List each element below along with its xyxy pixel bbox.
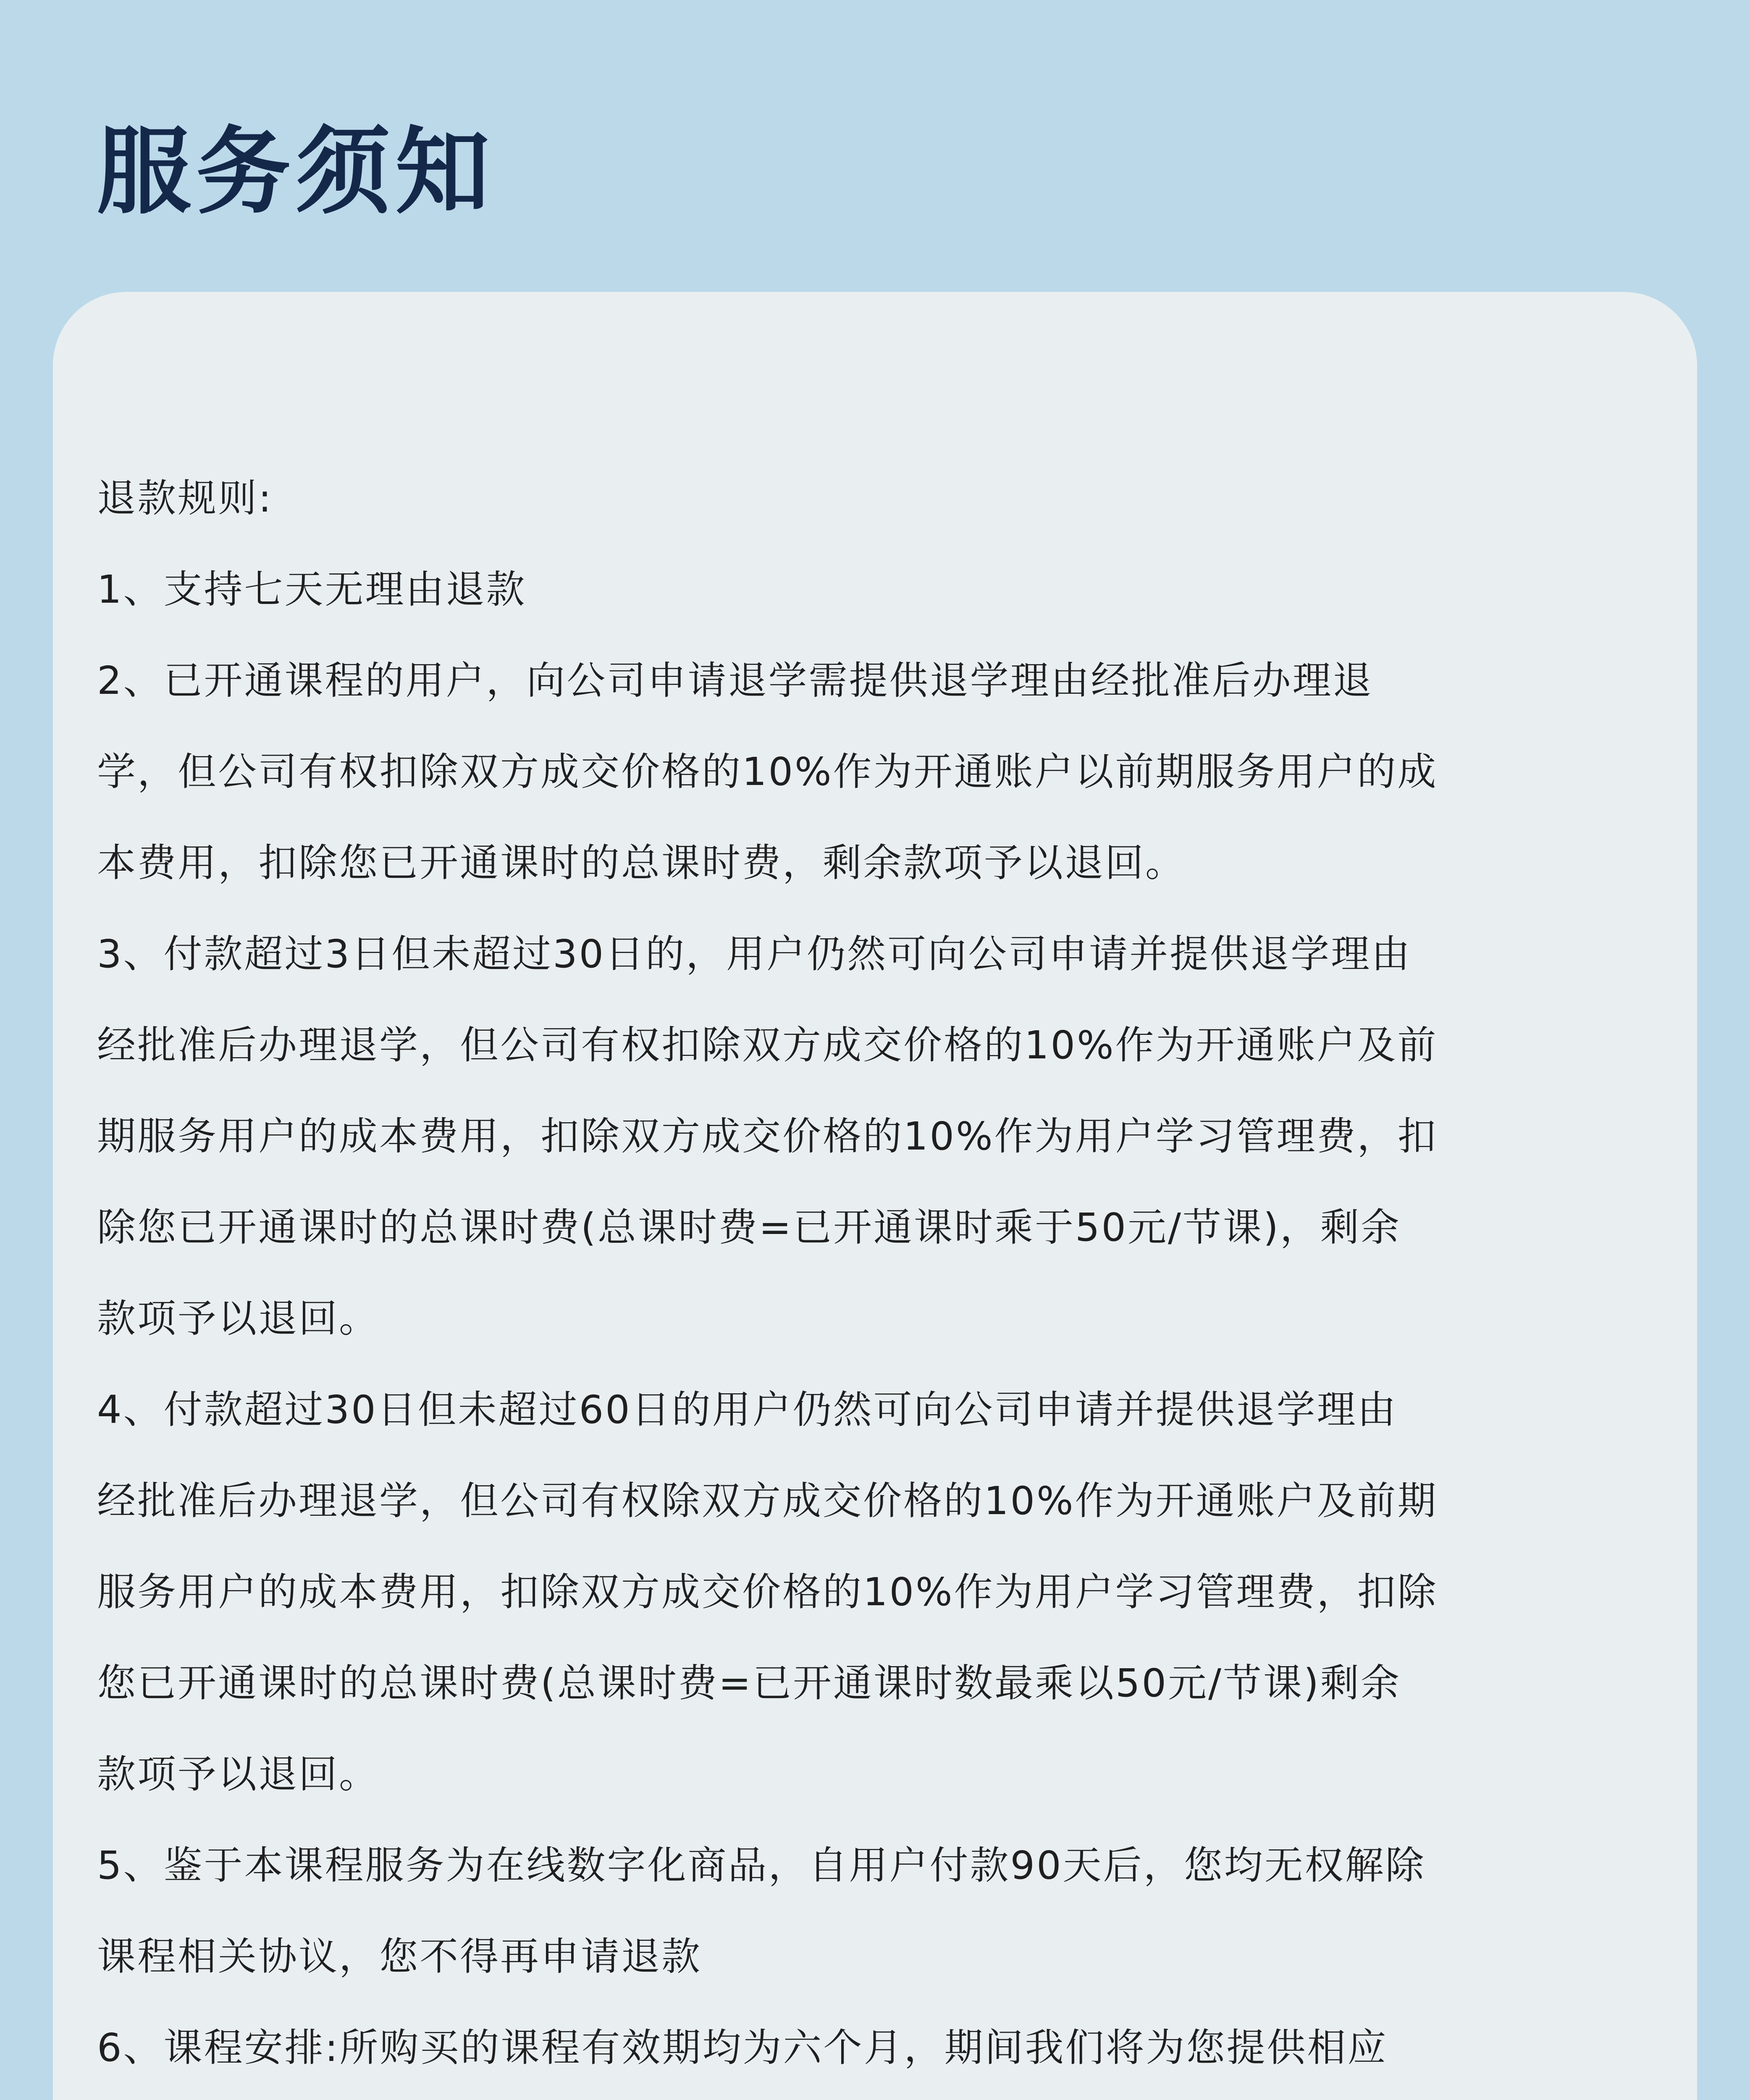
rule-line: 服务用户的成本费用，扣除双方成交价格的10%作为用户学习管理费，扣除	[97, 1570, 1438, 1614]
rule-line: 3、付款超过3日但未超过30日的，用户仍然可向公司申请并提供退学理由	[97, 932, 1412, 976]
rule-line: 1、支持七天无理由退款	[97, 567, 527, 612]
rule-line: 学，但公司有权扣除双方成交价格的10%作为开通账户以前期服务用户的成	[97, 749, 1438, 794]
rule-line: 5、鉴于本课程服务为在线数字化商品，自用户付款90天后，您均无权解除	[97, 1843, 1426, 1888]
rule-line: 本费用，扣除您已开通课时的总课时费，剩余款项予以退回。	[97, 840, 1186, 885]
rule-line: 经批准后办理退学，但公司有权除双方成交价格的10%作为开通账户及前期	[97, 1478, 1438, 1523]
page-title: 服务须知	[97, 117, 495, 227]
refund-rules-heading: 退款规则:	[97, 476, 273, 521]
rule-line: 款项予以退回。	[97, 1296, 380, 1341]
rule-line: 课程相关协议，您不得再申请退款	[97, 1934, 702, 1979]
rule-line: 6、课程安排:所购买的课程有效期均为六个月，期间我们将为您提供相应	[97, 2025, 1388, 2070]
rule-line: 期服务用户的成本费用，扣除双方成交价格的10%作为用户学习管理费，扣	[97, 1114, 1438, 1159]
rule-line: 您已开通课时的总课时费(总课时费=已开通课时数最乘以50元/节课)剩余	[97, 1661, 1401, 1706]
rule-line	[97, 2093, 1617, 2100]
rule-line: 款项予以退回。	[97, 1752, 380, 1797]
rule-line: 2、已开通课程的用户，向公司申请退学需提供退学理由经批准后办理退	[97, 658, 1373, 703]
refund-rules-text	[97, 453, 1617, 2100]
rule-line: 经批准后办理退学，但公司有权扣除双方成交价格的10%作为开通账户及前	[97, 1023, 1438, 1068]
rule-line: 4、付款超过30日但未超过60日的用户仍然可向公司申请并提供退学理由	[97, 1387, 1398, 1432]
rule-line: 除您已开通课时的总课时费(总课时费=已开通课时乘于50元/节课)，剩余	[97, 1205, 1401, 1250]
